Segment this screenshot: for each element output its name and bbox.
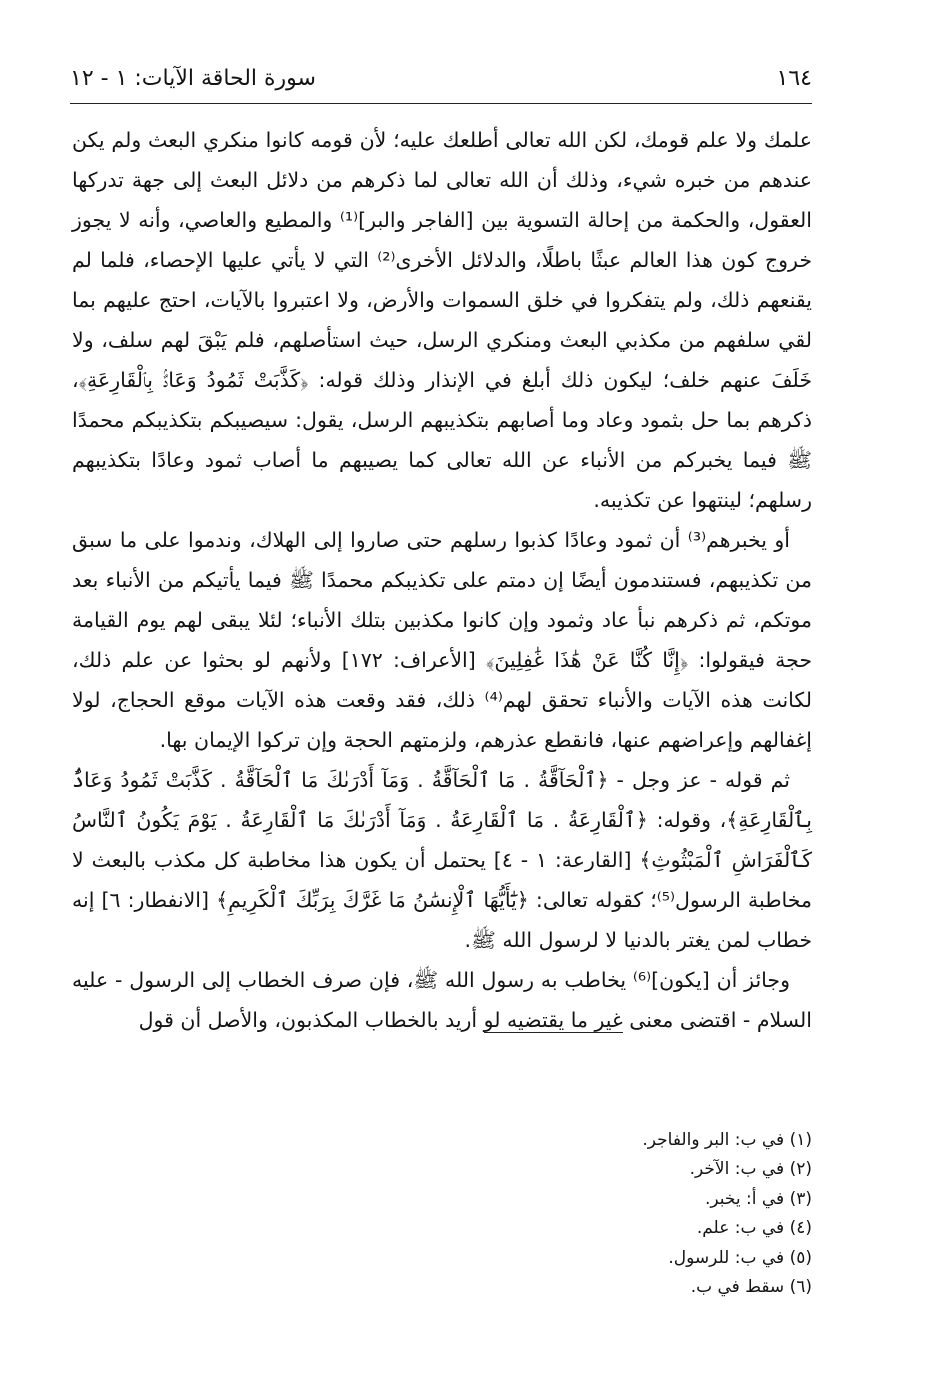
footnote-6: (٦) سقط في ب.: [690, 1277, 812, 1298]
paragraph-4-start: وجائز أن [يكون]⁽⁶⁾ يخاطب به رسول الله ﷺ، فإن صرف الخطاب إلى الرسول - عليه السلام - اقتضى معنى: [72, 968, 812, 1032]
footnote-3: (٣) في أ: يخبر.: [705, 1188, 812, 1209]
paragraph-2: أو يخبرهم⁽³⁾ أن ثمود وعادًا كذبوا رسلهم حتى صاروا إلى الهلاك، وندموا على ما سبق من تكذيبهم، فستندمون أيضًا إن دمتم على تكذيبكم محمدًا ﷺ فيما يأتيكم من الأنباء بعد موتكم، ثم ذكرهم نبأ عاد وثمود وإن كانوا مكذبين بتلك الأنباء؛ لئلا يبقى لهم يوم القيامة حجة فيقولوا: ﴿إِنَّا كُنَّا عَنْ هَٰذَا غَٰفِلِينَ﴾ [الأعراف: ١٧٢] ولأنهم لو بحثوا عن علم ذلك، لكانت هذه الآيات والأنباء تحقق لهم⁽⁴⁾ ذلك، فقد وقعت هذه الآيات موقع الحجاج، لولا إغفالهم وإعراضهم عنها، فانقطع عذرهم، ولزمتهم الحجة وإن تركوا الإيمان بها.: [72, 528, 812, 752]
page-number: ١٦٤: [776, 66, 812, 91]
main-text: [72, 120, 812, 1040]
paragraph-4: [72, 960, 812, 1040]
footnote-2: (٢) في ب: الآخر.: [689, 1159, 812, 1180]
header-rule: [70, 103, 812, 104]
footnotes: [450, 1126, 812, 1302]
underlined-text: غير ما يقتضيه لو: [483, 1008, 623, 1032]
footnote-1: (١) في ب: البر والفاجر.: [642, 1130, 812, 1150]
running-title: سورة الحاقة الآيات: ١ - ١٢: [70, 66, 316, 91]
page-header: [70, 62, 812, 102]
footnote-4: (٤) في ب: علم.: [696, 1218, 812, 1239]
footnote-5: (٥) في ب: للرسول.: [668, 1247, 812, 1268]
paragraph-1: علمك ولا علم قومك، لكن الله تعالى أطلعك عليه؛ لأن قومه كانوا منكري البعث ولم يكن عندهم من خبره شيء، وذلك أن الله تعالى لما ذكرهم من دلائل البعث إلى جهة تدركها العقول، والحكمة من إحالة التسوية بين [الفاجر والبر]⁽¹⁾ والمطيع والعاصي، وأنه لا يجوز خروج كون هذا العالم عبثًا باطلًا، والدلائل الأخرى⁽²⁾ التي لا يأتي عليها الإحصاء، فلما لم يقنعهم ذلك، ولم يتفكروا في خلق السموات والأرض، ولا اعتبروا بالآيات، احتج عليهم بما لقي سلفهم من مكذبي البعث ومنكري الرسل، حيث استأصلهم، فلم يَبْقَ لهم سلف، ولا خَلَفَ عنهم خلف؛ ليكون ذلك أبلغ في الإنذار وذلك قوله: ﴿كَذَّبَتْ ثَمُودُ وَعَادٌۢ بِٱلْقَارِعَةِ﴾، ذكرهم بما حل بثمود وعاد وما أصابهم بتكذيبهم الرسل، يقول: سيصيبكم بتكذيبكم محمدًا ﷺ فيما يخبركم من الأنباء عن الله تعالى كما يصيبهم ما أصاب ثمود وعادًا بتكذيبهم رسلهم؛ لينتهوا عن تكذيبه.: [72, 128, 812, 512]
paragraph-3: ثم قوله - عز وجل - ﴿ٱلْحَآقَّةُ . مَا ٱلْحَآقَّةُ . وَمَآ أَدْرَىٰكَ مَا ٱلْحَآقَّةُ . كَذَّبَتْ ثَمُودُ وَعَادٌۢ بِٱلْقَارِعَةِ﴾، وقوله: ﴿ٱلْقَارِعَةُ . مَا ٱلْقَارِعَةُ . وَمَآ أَدْرَىٰكَ مَا ٱلْقَارِعَةُ . يَوْمَ يَكُونُ ٱلنَّاسُ كَٱلْفَرَاشِ ٱلْمَبْثُوثِ﴾ [القارعة: ١ - ٤] يحتمل أن يكون هذا مخاطبة كل مكذب بالبعث لا مخاطبة الرسول⁽⁵⁾؛ كقوله تعالى: ﴿يَٰٓأَيُّهَا ٱلْإِنسَٰنُ مَا غَرَّكَ بِرَبِّكَ ٱلْكَرِيمِ﴾ [الانفطار: ٦] إنه خطاب لمن يغتر بالدنيا لا لرسول الله ﷺ.: [72, 768, 813, 952]
paragraph-4-end: أريد بالخطاب المكذبون، والأصل أن قول: [138, 1008, 484, 1032]
